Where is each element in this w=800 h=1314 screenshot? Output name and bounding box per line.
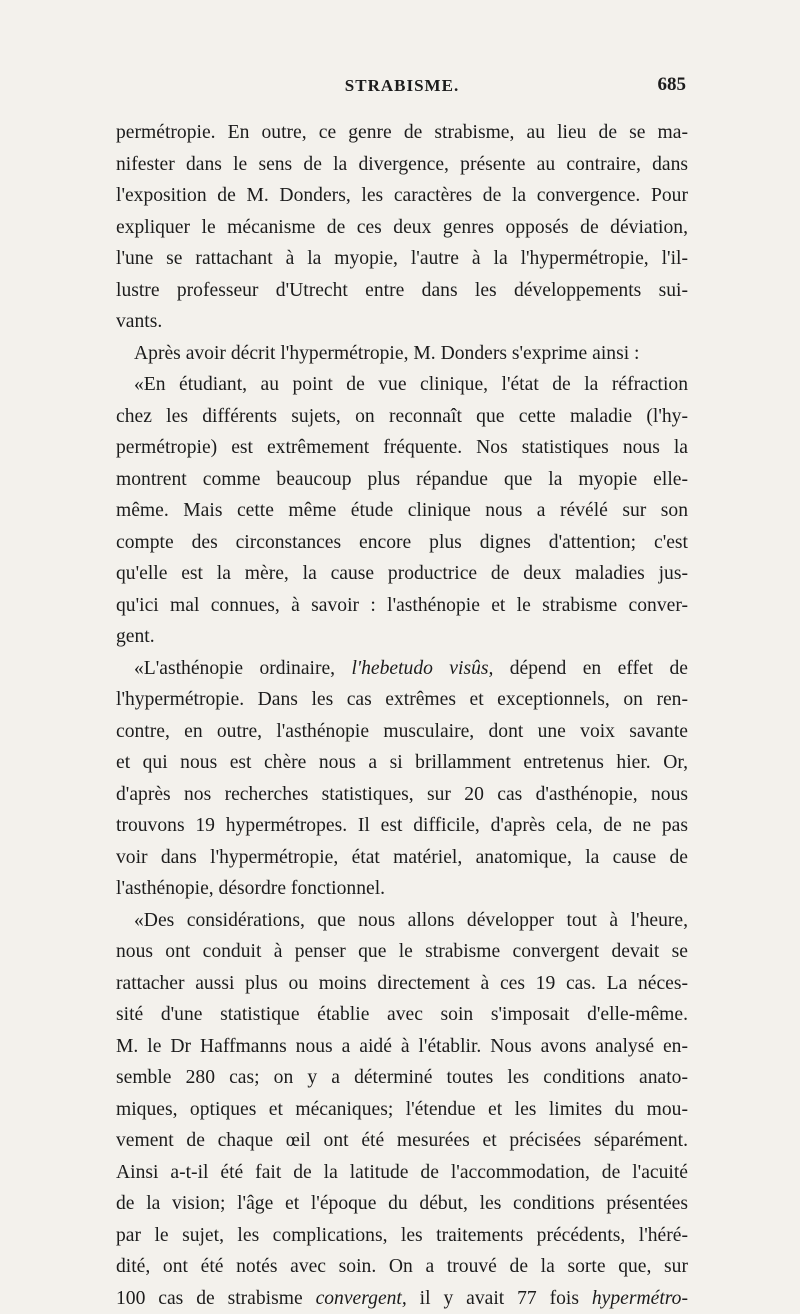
text-line: vants. bbox=[116, 306, 688, 338]
text-line: contre, en outre, l'asthénopie musculaire, dont une voix savante bbox=[116, 716, 688, 748]
text-line: montrent comme beaucoup plus répandue que la myopie elle- bbox=[116, 464, 688, 496]
text-line: chez les différents sujets, on reconnaît que cette maladie (l'hy- bbox=[116, 401, 688, 433]
italic-text: convergent, bbox=[316, 1288, 407, 1309]
text-line: voir dans l'hypermétropie, état matériel, anatomique, la cause de bbox=[116, 842, 688, 874]
text-line: vement de chaque œil ont été mesurées et précisées séparément. bbox=[116, 1125, 688, 1157]
text-line bbox=[116, 653, 688, 685]
text-line: compte des circonstances encore plus dignes d'attention; c'est bbox=[116, 527, 688, 559]
text-line: miques, optiques et mécaniques; l'étendue et les limites du mou- bbox=[116, 1094, 688, 1126]
text-line: d'après nos recherches statistiques, sur 20 cas d'asthénopie, nous bbox=[116, 779, 688, 811]
text-line: trouvons 19 hypermétropes. Il est difficile, d'après cela, de ne pas bbox=[116, 810, 688, 842]
text-line: l'asthénopie, désordre fonctionnel. bbox=[116, 873, 688, 905]
text-line: et qui nous est chère nous a si brillamment entretenus hier. Or, bbox=[116, 747, 688, 779]
text-run: 100 cas de strabisme bbox=[116, 1288, 316, 1309]
text-line: M. le Dr Haffmanns nous a aidé à l'établir. Nous avons analysé en- bbox=[116, 1031, 688, 1063]
text-run: il y avait 77 fois bbox=[407, 1288, 592, 1309]
page-number: 685 bbox=[658, 74, 687, 96]
text-line: gent. bbox=[116, 621, 688, 653]
text-line: dité, ont été notés avec soin. On a trouvé de la sorte que, sur bbox=[116, 1251, 688, 1283]
text-line: de la vision; l'âge et l'époque du début, les conditions présentées bbox=[116, 1188, 688, 1220]
text-line: rattacher aussi plus ou moins directement à ces 19 cas. La néces- bbox=[116, 968, 688, 1000]
text-run: «L'asthénopie ordinaire, bbox=[134, 658, 351, 679]
text-line: nous ont conduit à penser que le strabisme convergent devait se bbox=[116, 936, 688, 968]
running-head: STRABISME. bbox=[118, 76, 686, 96]
text-line: Après avoir décrit l'hypermétropie, M. Donders s'exprime ainsi : bbox=[116, 338, 688, 370]
text-line: même. Mais cette même étude clinique nous a révélé sur son bbox=[116, 495, 688, 527]
text-line: lustre professeur d'Utrecht entre dans les développements sui- bbox=[116, 275, 688, 307]
text-line: sité d'une statistique établie avec soin s'imposait d'elle-même. bbox=[116, 999, 688, 1031]
text-line: «Des considérations, que nous allons développer tout à l'heure, bbox=[116, 905, 688, 937]
text-line: qu'ici mal connues, à savoir : l'asthénopie et le strabisme conver- bbox=[116, 590, 688, 622]
text-line: Ainsi a-t-il été fait de la latitude de l'accommodation, de l'acuité bbox=[116, 1157, 688, 1189]
text-line: permétropie. En outre, ce genre de strabisme, au lieu de se ma- bbox=[116, 117, 688, 149]
text-line: permétropie) est extrêmement fréquente. Nos statistiques nous la bbox=[116, 432, 688, 464]
italic-text: hypermétro- bbox=[592, 1288, 688, 1309]
page-header bbox=[118, 72, 686, 102]
text-line: qu'elle est la mère, la cause productrice de deux maladies jus- bbox=[116, 558, 688, 590]
text-line: semble 280 cas; on y a déterminé toutes les conditions anato- bbox=[116, 1062, 688, 1094]
text-run: dépend en effet de bbox=[493, 658, 688, 679]
text-line: expliquer le mécanisme de ces deux genres opposés de déviation, bbox=[116, 212, 688, 244]
text-line: l'une se rattachant à la myopie, l'autre à la l'hypermétropie, l'il- bbox=[116, 243, 688, 275]
text-line: par le sujet, les complications, les traitements précédents, l'héré- bbox=[116, 1220, 688, 1252]
text-line: l'exposition de M. Donders, les caractères de la convergence. Pour bbox=[116, 180, 688, 212]
text-line bbox=[116, 1283, 688, 1314]
text-line: «En étudiant, au point de vue clinique, l'état de la réfraction bbox=[116, 369, 688, 401]
text-line: nifester dans le sens de la divergence, présente au contraire, dans bbox=[116, 149, 688, 181]
body-text bbox=[116, 117, 688, 1314]
italic-text: l'hebetudo visûs, bbox=[351, 658, 493, 679]
text-line: l'hypermétropie. Dans les cas extrêmes et exceptionnels, on ren- bbox=[116, 684, 688, 716]
